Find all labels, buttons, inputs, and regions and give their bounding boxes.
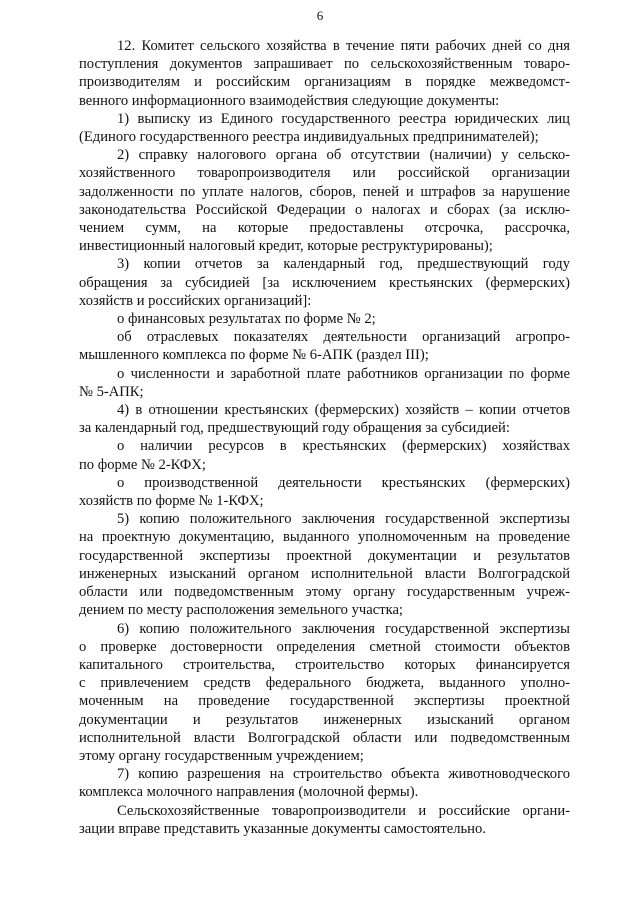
paragraph-form-6-apk [79, 328, 570, 364]
paragraph-self-submission [79, 802, 570, 838]
text-line: хозяйственного товаропроизводителя или российской организации [79, 165, 570, 182]
text-line: этому органу государственным учреждением; [79, 747, 364, 764]
text-line: с привлечением средств федерального бюджета, выданного уполно- [79, 675, 570, 692]
paragraph-subitem-2 [79, 146, 570, 255]
text-line: государственной экспертизы проектной документации и результатов [79, 547, 570, 564]
paragraph-subitem-1 [79, 110, 570, 146]
paragraph-subitem-5 [79, 510, 570, 619]
text-line: области или подведомственным этому органу государственным учреж- [79, 584, 570, 601]
text-line: производителям и российским организациям в порядке межведомст- [79, 74, 570, 91]
text-line: комплекса молочного направления (молочной фермы). [79, 784, 419, 801]
text-line: инженерных изысканий органом исполнительной власти Волгоградской [79, 565, 570, 582]
page-number: 6 [316, 8, 324, 23]
text-line: хозяйств по форме № 1-КФХ; [79, 493, 264, 510]
text-line: капитального строительства, строительство которых финансируется [79, 656, 570, 673]
text-line: на проектную документацию, выданного уполномоченным на проведение [79, 529, 570, 546]
text-line: 12. Комитет сельского хозяйства в течение пяти рабочих дней со дня [117, 38, 570, 54]
text-line: за календарный год, предшествующий году обращения за субсидией: [79, 420, 510, 437]
text-line: поступления документов запрашивает по сельскохозяйственным товаро- [79, 56, 570, 73]
text-line: 6) копию положительного заключения государственной экспертизы [117, 620, 570, 637]
text-line: 3) копии отчетов за календарный год, предшествующий году [117, 256, 570, 273]
text-line: законодательства Российской Федерации о налогах и сборах (за исклю- [79, 201, 570, 218]
text-line: 5) копию положительного заключения государственной экспертизы [117, 511, 570, 528]
text-line: о финансовых результатах по форме № 2; [117, 311, 376, 328]
text-line: № 5-АПК; [79, 383, 144, 400]
text-line: хозяйств и российских организаций]: [79, 292, 312, 309]
text-line: мышленного комплекса по форме № 6-АПК (раздел III); [79, 347, 429, 364]
text-line: (Единого государственного реестра индивидуальных предпринимателей); [79, 129, 539, 146]
text-line: дением по месту расположения земельного участка; [79, 602, 403, 619]
text-line: инвестиционный налоговый кредит, которые реструктурированы); [79, 238, 493, 255]
text-line: 4) в отношении крестьянских (фермерских) хозяйств – копии отчетов [117, 402, 570, 419]
paragraph-item-12 [79, 37, 570, 110]
text-line: исполнительной власти Волгоградской области или подведомственным [79, 729, 570, 746]
text-line: зации вправе представить указанные документы самостоятельно. [79, 820, 486, 837]
text-line: о наличии ресурсов в крестьянских (фермерских) хозяйствах [117, 438, 570, 455]
text-line: 1) выписку из Единого государственного реестра юридических лиц [117, 110, 570, 127]
paragraph-subitem-3 [79, 255, 570, 310]
document-body [79, 37, 570, 838]
text-line: чением сумм, на которые предоставлены отсрочка, рассрочка, [79, 220, 570, 237]
text-line: обращения за субсидией [за исключением крестьянских (фермерских) [79, 274, 570, 291]
text-line: об отраслевых показателях деятельности организаций агропро- [117, 329, 570, 346]
paragraph-form-2 [79, 310, 570, 328]
text-line: о производственной деятельности крестьянских (фермерских) [117, 474, 570, 491]
paragraph-subitem-7 [79, 765, 570, 801]
text-line: 2) справку налогового органа об отсутствии (наличии) у сельско- [117, 147, 570, 164]
text-line: по форме № 2-КФХ; [79, 456, 206, 473]
text-line: задолженности по уплате налогов, сборов, пеней и штрафов за нарушение [79, 183, 570, 200]
text-line: о численности и заработной плате работников организации по форме [117, 365, 570, 382]
text-line: венного информационного взаимодействия следующие документы: [79, 92, 500, 109]
paragraph-subitem-6 [79, 620, 570, 766]
text-line: документации и результатов инженерных изысканий органом [79, 711, 570, 728]
text-line: о проверке достоверности определения сметной стоимости объектов [79, 638, 570, 655]
paragraph-form-1-kfh [79, 474, 570, 510]
paragraph-subitem-4 [79, 401, 570, 437]
text-line: Сельскохозяйственные товаропроизводители и российские органи- [117, 802, 570, 819]
text-line: моченным на проведение государственной экспертизы проектной [79, 693, 570, 710]
paragraph-form-2-kfh [79, 437, 570, 473]
paragraph-form-5-apk [79, 365, 570, 401]
text-line: 7) копию разрешения на строительство объекта животноводческого [117, 766, 570, 783]
